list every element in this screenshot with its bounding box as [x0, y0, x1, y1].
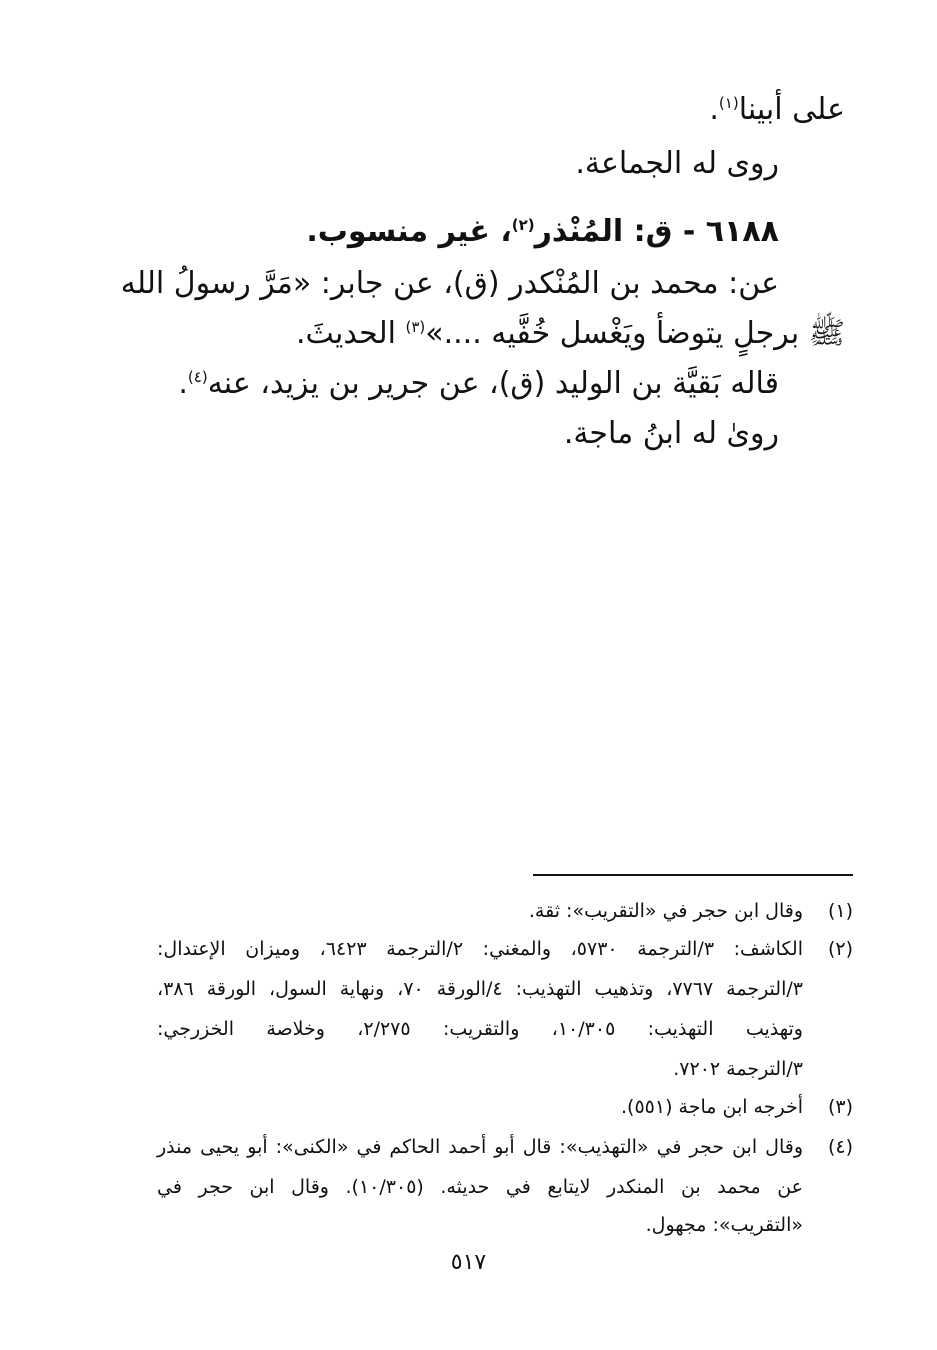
- text-segment: .: [178, 366, 188, 401]
- footnote-2-line-1: الكاشف: ٣/الترجمة ٥٧٣٠، والمغني: ٢/الترجمة ٦٤٢٣، وميزان الإعتدال:: [157, 938, 803, 960]
- footnote-ref-3: (٣): [405, 318, 426, 336]
- page-number: ٥١٧: [450, 1250, 487, 1275]
- footnote-separator: [533, 874, 853, 876]
- text-segment: ﷺ برجلٍ يتوضأ ويَغْسل خُفَّيه ....»: [425, 316, 845, 351]
- footnote-4-line-2: عن محمد بن المنكدر لايتابع في حديثه. (١٠/٣٠٥). وقال ابن حجر في: [157, 1176, 804, 1198]
- footnote-4-line-3: «التقريب»: مجهول.: [645, 1214, 803, 1236]
- entry-heading-text: ، غير منسوب.: [306, 214, 512, 249]
- footnote-3-text: أخرجه ابن ماجة (٥٥١).: [621, 1096, 803, 1118]
- footnote-number-2: (٢): [827, 938, 853, 960]
- entry-line-3: [178, 366, 779, 402]
- entry-heading-text: ٦١٨٨ - ق: المُنْذر: [534, 214, 779, 249]
- footnote-2-line-4: ٣/الترجمة ٧٢٠٢.: [673, 1058, 803, 1080]
- main-line-1: [709, 92, 845, 128]
- footnote-1-text: وقال ابن حجر في «التقريب»: ثقة.: [528, 900, 803, 922]
- main-line-2: روى له الجماعة.: [575, 146, 779, 181]
- entry-line-2: [296, 316, 845, 352]
- text-segment: على أبينا: [738, 92, 845, 127]
- footnote-ref-2: (٢): [511, 216, 535, 234]
- text-segment: الحديثَ.: [295, 316, 406, 351]
- footnote-2-line-3: وتهذيب التهذيب: ١٠/٣٠٥، والتقريب: ٢/٢٧٥، وخلاصة الخزرجي:: [157, 1018, 803, 1040]
- footnote-ref-1: (١): [718, 94, 739, 112]
- footnote-ref-4: (٤): [187, 368, 208, 386]
- text-segment: قاله بَقيَّة بن الوليد (ق)، عن جرير بن يزيد، عنه: [207, 366, 779, 401]
- footnote-number-4: (٤): [827, 1136, 853, 1158]
- text-segment: .: [709, 92, 719, 127]
- entry-line-1: عن: محمد بن المُنْكدر (ق)، عن جابر: «مَرَّ رسولُ الله: [120, 266, 779, 301]
- footnote-2-line-2: ٣/الترجمة ٧٧٦٧، وتذهيب التهذيب: ٤/الورقة ٧٠، ونهاية السول، الورقة ٣٨٦،: [157, 978, 803, 1000]
- footnote-number-3: (٣): [827, 1096, 853, 1118]
- footnote-number-1: (١): [827, 900, 853, 922]
- entry-line-4: روىٰ له ابنُ ماجة.: [563, 416, 779, 451]
- entry-heading: [306, 214, 779, 250]
- footnote-4-line-1: وقال ابن حجر في «التهذيب»: قال أبو أحمد الحاكم في «الكنى»: أبو يحيى منذر: [157, 1136, 803, 1158]
